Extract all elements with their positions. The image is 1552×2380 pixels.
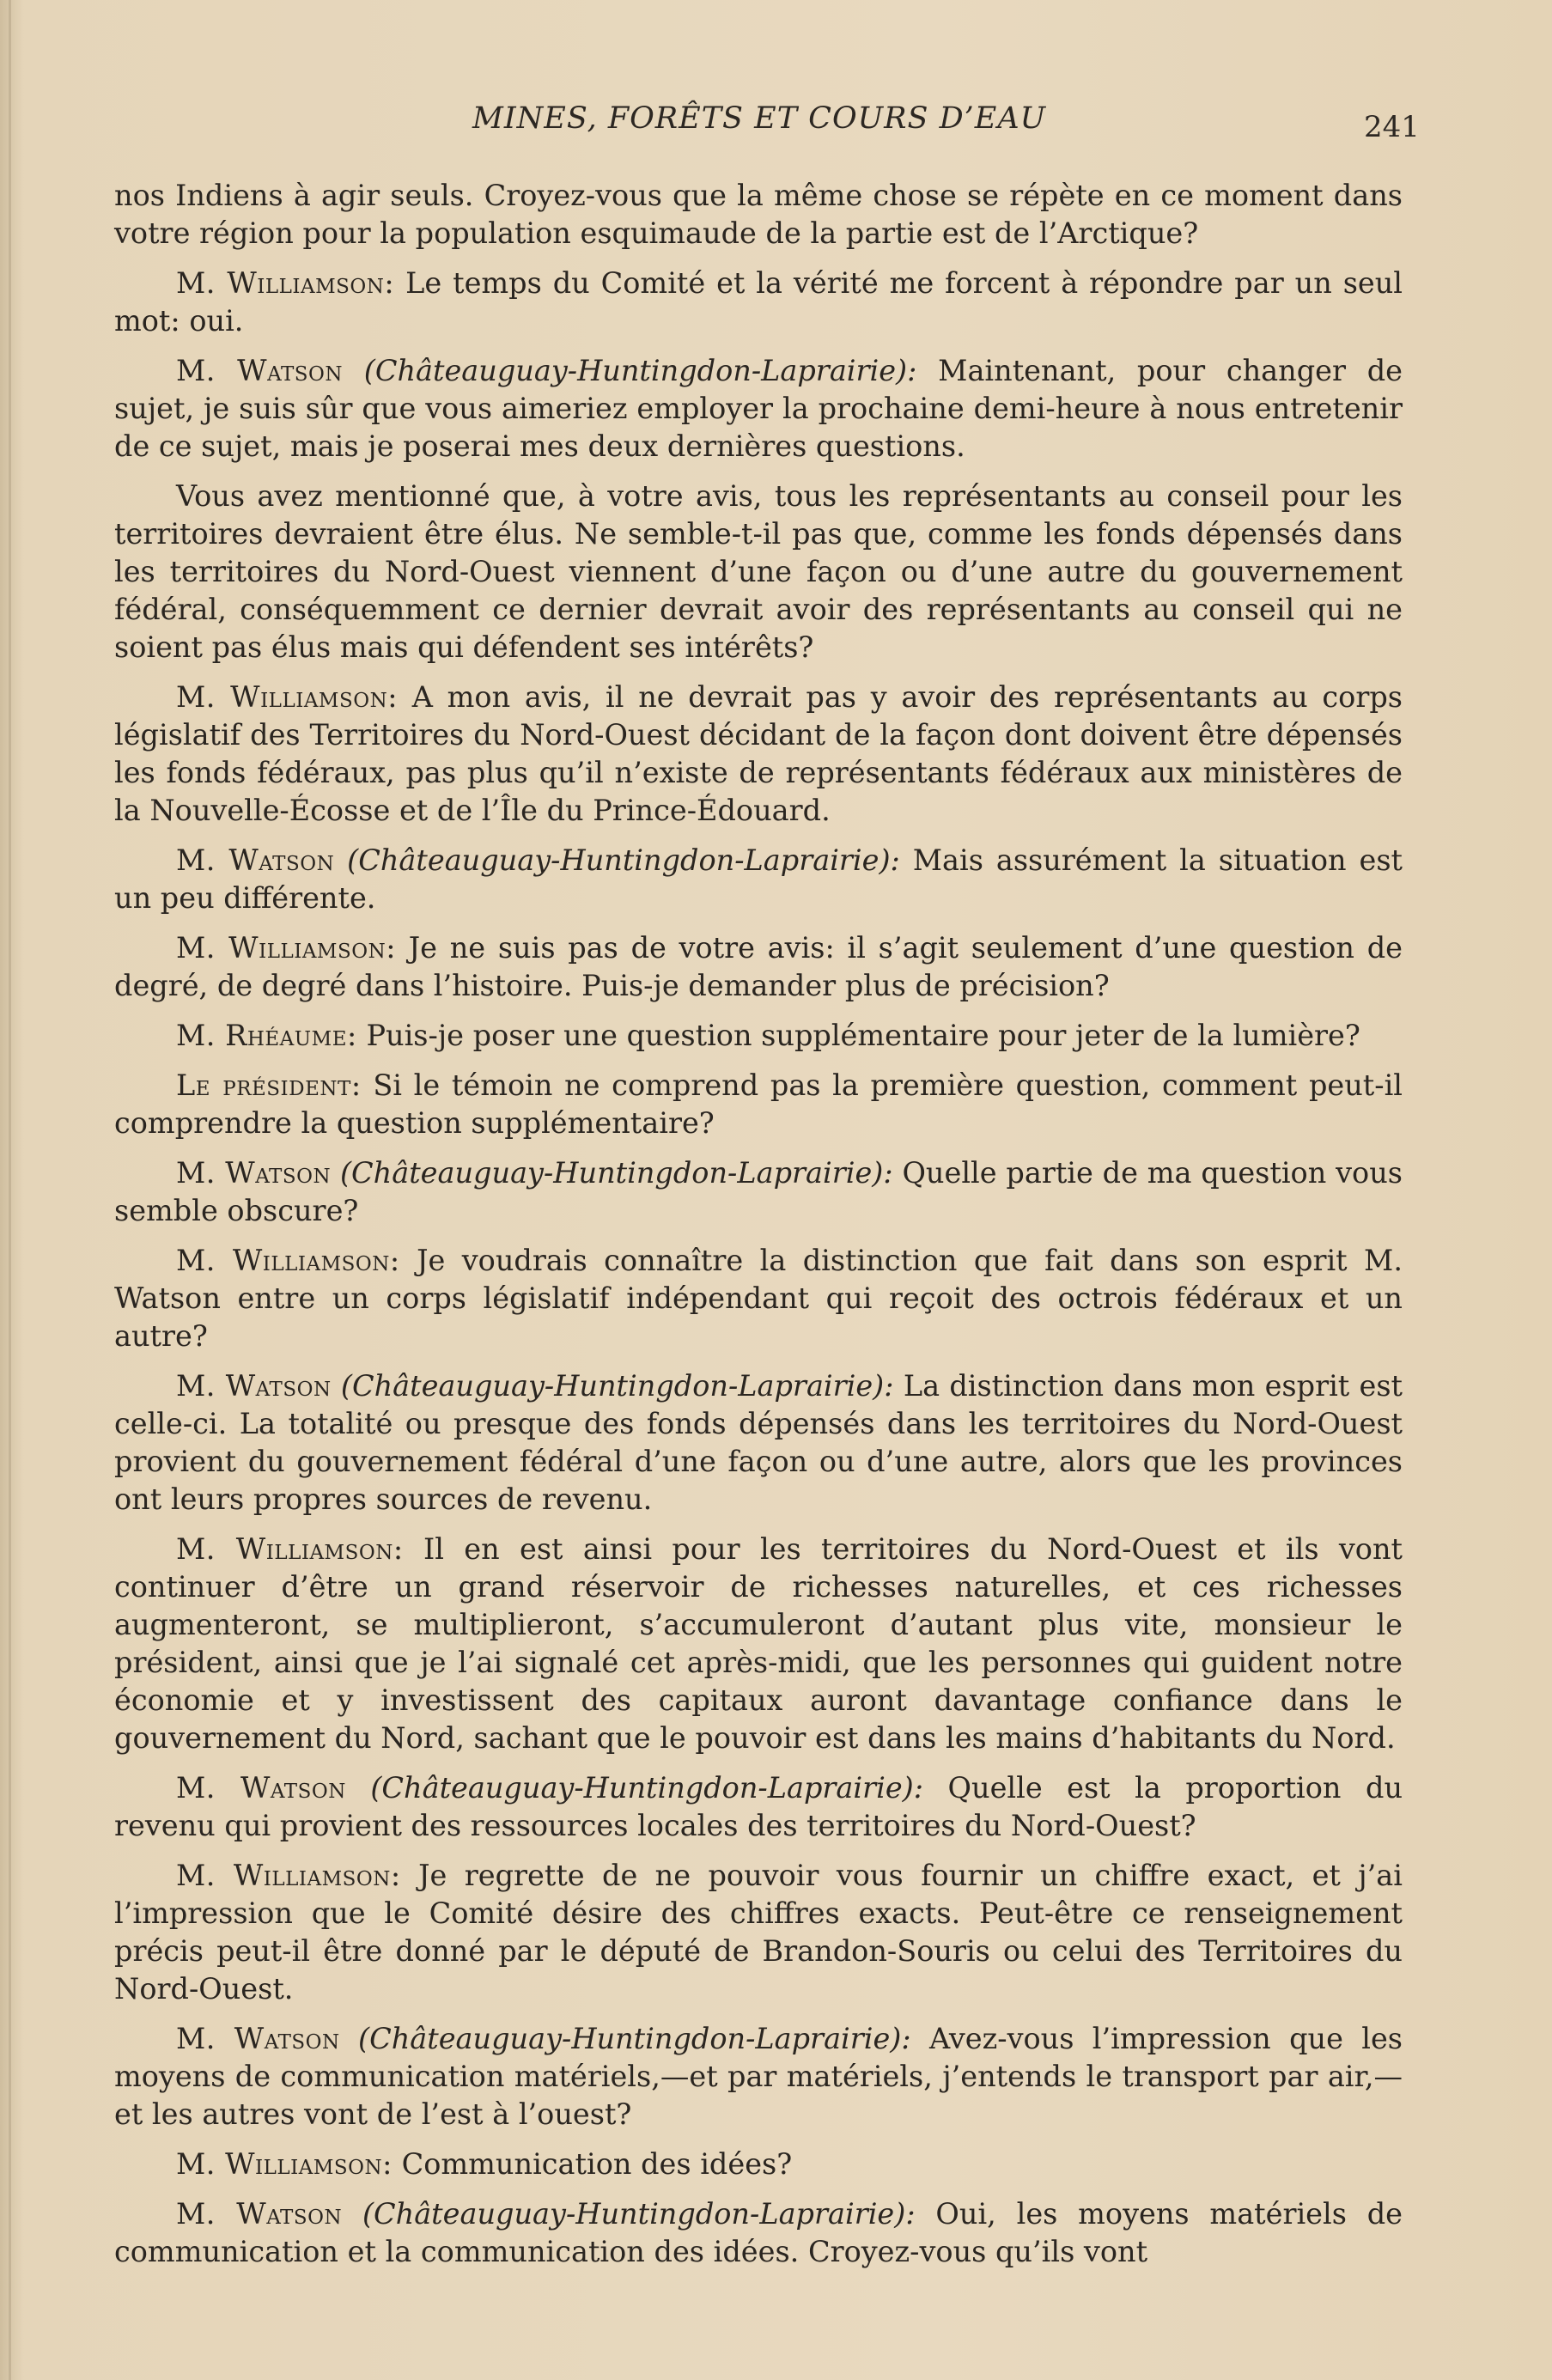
transcript-paragraph	[114, 478, 1403, 667]
speaker-riding: (Châteauguay-Huntingdon-Laprairie):	[358, 2022, 911, 2055]
page-edge	[9, 0, 11, 2380]
transcript-paragraph	[114, 1067, 1403, 1142]
speaker-name: M. Watson	[176, 843, 335, 877]
page-number: 241	[1364, 110, 1420, 144]
paragraph-text: Si le témoin ne comprend pas la première question, comment peut-il comprendre la question supplémentaire?	[114, 1068, 1403, 1140]
paragraph-text: Puis-je poser une question supplémentaire pour jeter de la lumière?	[366, 1019, 1360, 1052]
speaker-name: M. Williamson:	[176, 931, 397, 965]
transcript-paragraph	[114, 177, 1403, 253]
transcript-paragraph	[114, 352, 1403, 466]
speaker-name: M. Williamson:	[176, 1532, 404, 1566]
speaker-name: M. Watson	[176, 1156, 332, 1190]
paragraph-text: Il en est ainsi pour les territoires du Nord-Ouest et ils vont continuer d’être un grand réservoir de richesses naturelles, et ces richesses augmenteront, se multiplieront, s’accumuleront d’autant plus vite, monsieur le président, ainsi que je l’ai signalé cet après-midi, que les personnes qui guident notre économie et y investissent des capitaux auront davantage confiance dans le gouvernement du Nord, sachant que le pouvoir est dans les mains d’habitants du Nord.	[114, 1532, 1403, 1755]
speaker-riding: (Châteauguay-Huntingdon-Laprairie):	[347, 843, 900, 877]
transcript-paragraph	[114, 265, 1403, 340]
paragraph-text: La distinction dans mon esprit est celle-ci. La totalité ou presque des fonds dépensés dans les territoires du Nord-Ouest provient du gouvernement fédéral d’une façon ou d’une autre, alors que les provinces ont leurs propres sources de revenu.	[114, 1369, 1403, 1516]
transcript-paragraph	[114, 842, 1403, 917]
transcript-paragraph	[114, 929, 1403, 1005]
transcript-paragraph	[114, 1154, 1403, 1230]
speaker-name: M. Williamson:	[176, 2147, 393, 2181]
speaker-riding: (Châteauguay-Huntingdon-Laprairie):	[363, 354, 917, 387]
paragraph-text: Mais assurément la situation est un peu différente.	[114, 843, 1403, 915]
paragraph-text: A mon avis, il ne devrait pas y avoir des représentants au corps législatif des Territoires du Nord-Ouest décidant de la façon dont doivent être dépensés les fonds fédéraux, pas plus qu’il n’existe de représentants fédéraux aux ministères de la Nouvelle-Écosse et de l’Île du Prince-Édouard.	[114, 680, 1403, 827]
transcript-body	[114, 177, 1403, 2283]
transcript-paragraph	[114, 679, 1403, 830]
transcript-paragraph	[114, 2020, 1403, 2133]
speaker-riding: (Châteauguay-Huntingdon-Laprairie):	[362, 2197, 916, 2231]
speaker-name: M. Watson	[176, 354, 344, 387]
running-head: MINES, FORÊTS ET COURS D’EAU	[472, 101, 1047, 136]
paragraph-text: Quelle partie de ma question vous semble obscure?	[114, 1156, 1403, 1227]
paragraph-text: Le temps du Comité et la vérité me forcent à répondre par un seul mot: oui.	[114, 266, 1403, 338]
transcript-paragraph	[114, 1367, 1403, 1519]
speaker-name: M. Williamson:	[176, 680, 399, 714]
speaker-riding: (Châteauguay-Huntingdon-Laprairie):	[340, 1369, 894, 1403]
transcript-paragraph	[114, 1017, 1403, 1055]
paragraph-text: nos Indiens à agir seuls. Croyez-vous que la même chose se répète en ce moment dans votre région pour la population esquimaude de la partie est de l’Arctique?	[114, 179, 1403, 250]
transcript-paragraph	[114, 1242, 1403, 1355]
paragraph-text: Communication des idées?	[401, 2147, 793, 2181]
paragraph-text: Avez-vous l’impression que les moyens de communication matériels,—et par matériels, j’entends le transport par air,—et les autres vont de l’est à l’ouest?	[114, 2022, 1403, 2131]
speaker-riding: (Châteauguay-Huntingdon-Laprairie):	[339, 1156, 893, 1190]
paragraph-text: Je regrette de ne pouvoir vous fournir un chiffre exact, et j’ai l’impression que le Comité désire des chiffres exacts. Peut-être ce renseignement précis peut-il être donné par le député de Brandon-Souris ou celui des Territoires du Nord-Ouest.	[114, 1859, 1403, 2006]
speaker-name: Le président:	[176, 1068, 362, 1102]
speaker-name: M. Williamson:	[176, 1859, 401, 1892]
speaker-name: M. Watson	[176, 1369, 332, 1403]
speaker-name: M. Rhéaume:	[176, 1019, 357, 1052]
speaker-name: M. Watson	[176, 2197, 343, 2231]
speaker-riding: (Châteauguay-Huntingdon-Laprairie):	[370, 1771, 924, 1805]
transcript-paragraph	[114, 1769, 1403, 1845]
transcript-paragraph	[114, 2195, 1403, 2271]
paragraph-text: Oui, les moyens matériels de communication et la communication des idées. Croyez-vous qu’ils vont	[114, 2197, 1403, 2268]
paragraph-text: Je voudrais connaître la distinction que fait dans son esprit M. Watson entre un corps législatif indépendant qui reçoit des octrois fédéraux et un autre?	[114, 1244, 1403, 1353]
transcript-paragraph	[114, 1531, 1403, 1757]
speaker-name: M. Williamson:	[176, 1244, 400, 1277]
paragraph-text: Je ne suis pas de votre avis: il s’agit seulement d’une question de degré, de degré dans l’histoire. Puis-je demander plus de précision?	[114, 931, 1403, 1002]
speaker-name: M. Watson	[176, 2022, 340, 2055]
speaker-name: M. Watson	[176, 1771, 346, 1805]
speaker-name: M. Williamson:	[176, 266, 395, 300]
paragraph-text: Maintenant, pour changer de sujet, je suis sûr que vous aimeriez employer la prochaine demi-heure à nous entretenir de ce sujet, mais je poserai mes deux dernières questions.	[114, 354, 1403, 463]
paragraph-text: Quelle est la proportion du revenu qui provient des ressources locales des territoires du Nord-Ouest?	[114, 1771, 1403, 1842]
paragraph-text: Vous avez mentionné que, à votre avis, tous les représentants au conseil pour les territoires devraient être élus. Ne semble-t-il pas que, comme les fonds dépensés dans les territoires du Nord-Ouest viennent d’une façon ou d’une autre du gouvernement fédéral, conséquemment ce dernier devrait avoir des représentants au conseil qui ne soient pas élus mais qui défendent ses intérêts?	[114, 479, 1403, 664]
transcript-paragraph	[114, 1857, 1403, 2008]
transcript-paragraph	[114, 2146, 1403, 2183]
